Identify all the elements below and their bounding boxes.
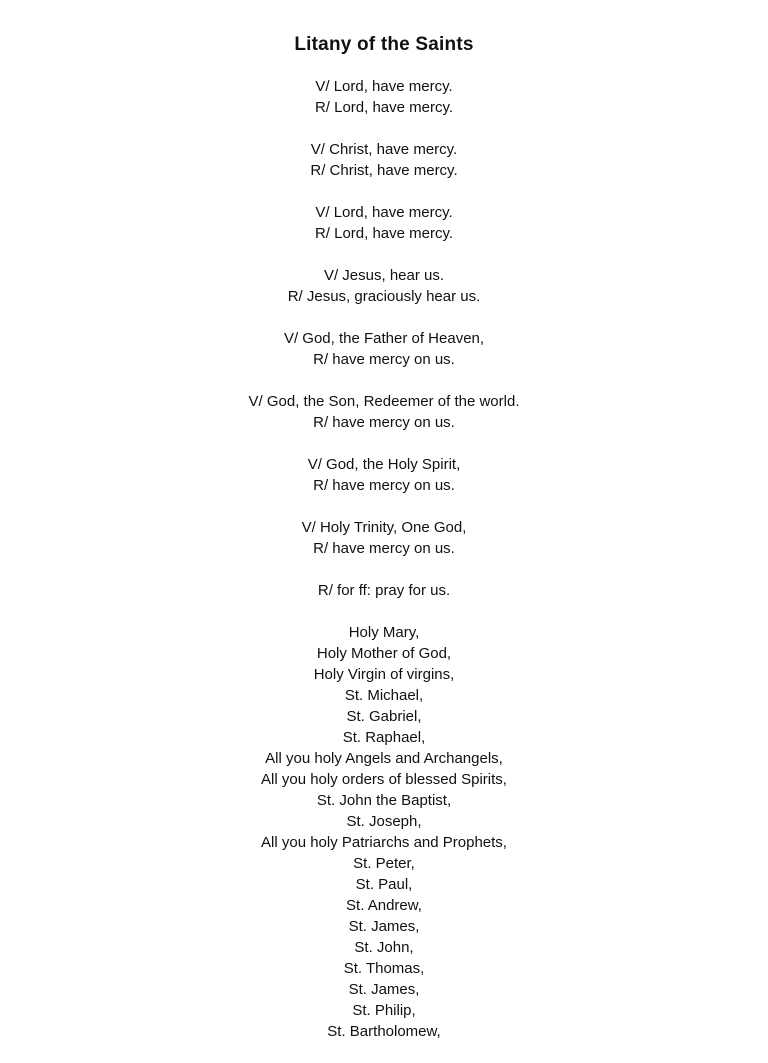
stanza [0,76,768,118]
verse-line: V/ Christ, have mercy. [310,141,458,158]
response-line: R/ have mercy on us. [313,477,455,494]
saint-line: St. John, [354,939,414,956]
saint-line: St. Bartholomew, [327,1023,441,1040]
verse-line: V/ Holy Trinity, One God, [301,519,467,536]
response-line: R/ for ff: pray for us. [317,582,451,599]
stanza [0,391,768,433]
response-line: R/ Lord, have mercy. [314,225,454,242]
response-line: R/ Jesus, graciously hear us. [287,288,481,305]
document-title: Litany of the Saints [294,34,474,55]
stanza [0,328,768,370]
saint-line: Holy Mary, [348,624,420,641]
saint-line: St. Philip, [352,1002,416,1019]
verse-line: V/ God, the Holy Spirit, [307,456,461,473]
saint-line: Holy Mother of God, [316,645,452,662]
verse-line: V/ Lord, have mercy. [315,204,453,221]
verse-line: V/ Lord, have mercy. [315,78,453,95]
stanza [0,265,768,307]
saint-line: All you holy Patriarchs and Prophets, [261,834,507,851]
saint-line: St. Raphael, [342,729,426,746]
stanza [0,580,768,601]
saint-line: St. Joseph, [346,813,422,830]
stanza [0,202,768,244]
response-line: R/ have mercy on us. [313,351,455,368]
saints-list [0,622,768,1042]
saint-line: All you holy orders of blessed Spirits, [261,771,507,788]
response-line: R/ have mercy on us. [313,414,455,431]
response-line: R/ Lord, have mercy. [314,99,454,116]
stanza [0,517,768,559]
saint-line: St. Michael, [344,687,424,704]
stanza [0,454,768,496]
response-line: R/ Christ, have mercy. [310,162,458,179]
litany-body [0,76,768,1063]
saint-line: St. James, [348,981,420,998]
saint-line: St. Gabriel, [346,708,422,725]
saint-line: Holy Virgin of virgins, [313,666,455,683]
saint-line: St. Peter, [353,855,415,872]
saint-line: St. Thomas, [343,960,425,977]
response-line: R/ have mercy on us. [313,540,455,557]
verse-line: V/ God, the Father of Heaven, [283,330,485,347]
saint-line: St. Andrew, [346,897,422,914]
stanza [0,139,768,181]
verse-line: V/ God, the Son, Redeemer of the world. [248,393,520,410]
saint-line: St. James, [348,918,420,935]
saint-line: St. John the Baptist, [316,792,452,809]
verse-line: V/ Jesus, hear us. [323,267,445,284]
saint-line: All you holy Angels and Archangels, [265,750,503,767]
saint-line: St. Paul, [355,876,413,893]
